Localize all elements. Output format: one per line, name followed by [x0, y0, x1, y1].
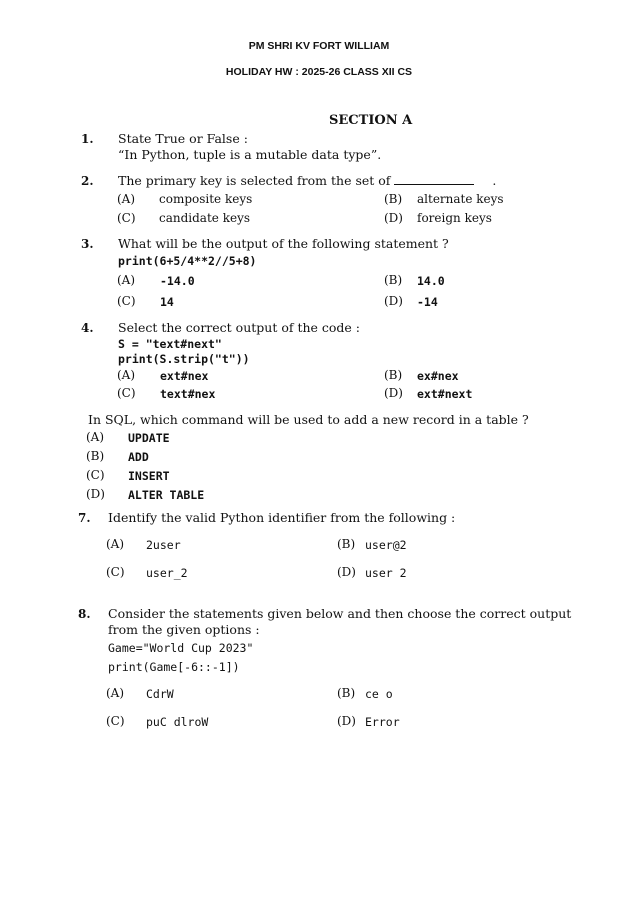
question-text: What will be the output of the following statement ?: [118, 236, 449, 251]
question-tail: .: [492, 173, 497, 188]
option-text: user@2: [365, 538, 407, 552]
option-label: (B): [384, 192, 403, 206]
option-label: (D): [384, 211, 403, 225]
question-number: 4.: [81, 321, 94, 335]
option-text: CdrW: [146, 687, 174, 701]
option-text: Error: [365, 715, 400, 729]
option-label: (C): [86, 468, 105, 482]
option-label: (A): [117, 192, 136, 206]
option-label: (C): [117, 386, 136, 400]
option-text: 14.0: [417, 274, 445, 288]
option-label: (B): [384, 273, 403, 287]
code-line: print(Game[-6::-1]): [108, 660, 240, 674]
option-label: (B): [337, 537, 356, 551]
question-number: 2.: [81, 174, 94, 188]
option-text: ce o: [365, 687, 393, 701]
option-text: user 2: [365, 566, 407, 580]
question-text: Select the correct output of the code :: [118, 320, 360, 335]
option-text: -14: [417, 295, 438, 309]
option-label: (C): [106, 714, 125, 728]
answer-blank: [394, 174, 474, 185]
option-text: ext#next: [417, 387, 473, 401]
option-label: (D): [384, 294, 403, 308]
question-number: 3.: [81, 237, 94, 251]
question-text: State True or False :: [118, 131, 248, 146]
option-text: composite keys: [159, 192, 253, 206]
option-label: (C): [106, 565, 125, 579]
question-text: from the given options :: [108, 622, 260, 637]
option-label: (C): [117, 294, 136, 308]
code-line: S = "text#next": [118, 337, 222, 351]
question-text: In SQL, which command will be used to add a new record in a table ?: [88, 412, 529, 427]
homework-subtitle: HOLIDAY HW : 2025-26 CLASS XII CS: [225, 66, 413, 78]
option-label: (A): [86, 430, 105, 444]
question-text: Identify the valid Python identifier from the following :: [108, 510, 456, 525]
option-label: (A): [117, 273, 136, 287]
code-line: print(S.strip("t")): [118, 352, 250, 366]
option-text: candidate keys: [159, 211, 251, 225]
option-text: UPDATE: [128, 431, 170, 445]
code-line: Game="World Cup 2023": [108, 641, 254, 655]
option-label: (A): [106, 686, 125, 700]
option-text: ex#nex: [417, 369, 459, 383]
option-label: (D): [86, 487, 105, 501]
option-label: (A): [106, 537, 125, 551]
option-label: (C): [117, 211, 136, 225]
section-title: SECTION A: [329, 113, 413, 128]
option-label: (D): [337, 714, 356, 728]
option-text: -14.0: [160, 274, 195, 288]
option-text: 14: [160, 295, 174, 309]
option-text: foreign keys: [417, 211, 492, 225]
option-text: ADD: [128, 450, 149, 464]
question-number: 7.: [78, 511, 91, 525]
option-text: alternate keys: [417, 192, 504, 206]
option-label: (B): [86, 449, 105, 463]
option-text: user_2: [146, 566, 188, 580]
option-label: (B): [384, 368, 403, 382]
option-text: ALTER TABLE: [128, 488, 205, 502]
option-text: puC dlroW: [146, 715, 209, 729]
option-text: text#nex: [160, 387, 216, 401]
option-label: (B): [337, 686, 356, 700]
question-text: [118, 173, 496, 188]
option-label: (D): [384, 386, 403, 400]
question-number: 1.: [81, 132, 94, 146]
question-text-main: The primary key is selected from the set of: [118, 173, 391, 188]
option-text: ext#nex: [160, 369, 209, 383]
option-text: INSERT: [128, 469, 170, 483]
question-text: “In Python, tuple is a mutable data type”.: [118, 147, 382, 162]
school-name: PM SHRI KV FORT WILLIAM: [248, 40, 390, 52]
question-text: Consider the statements given below and then choose the correct output: [108, 606, 572, 621]
option-label: (A): [117, 368, 136, 382]
question-number: 8.: [78, 607, 91, 621]
code-line: print(6+5/4**2//5+8): [118, 254, 257, 268]
option-text: 2user: [146, 538, 181, 552]
option-label: (D): [337, 565, 356, 579]
